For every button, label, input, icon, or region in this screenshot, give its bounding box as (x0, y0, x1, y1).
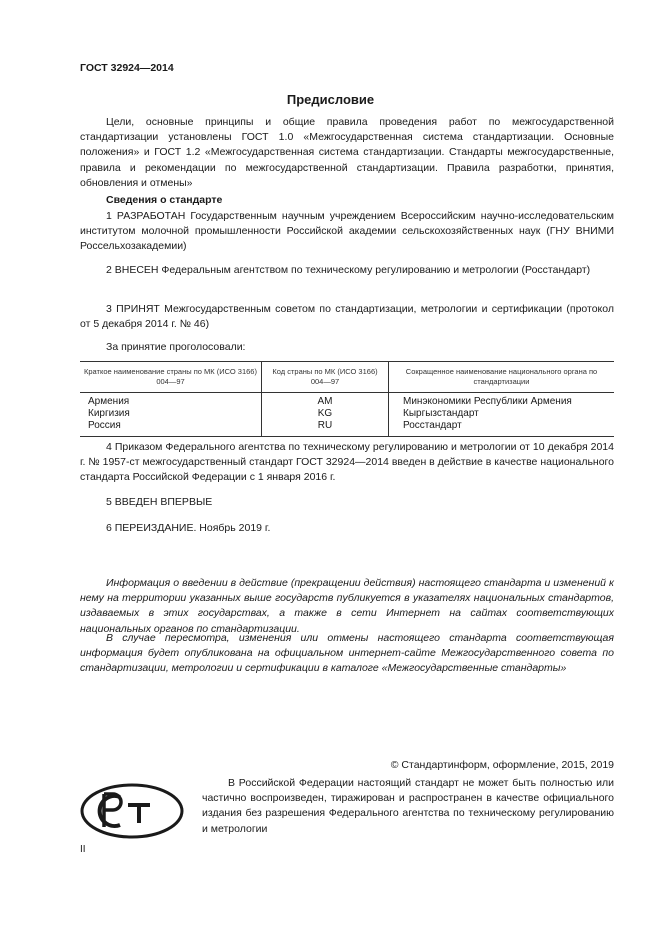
rst-logo-text: РСТ (132, 837, 134, 838)
table-cell-country: Армения (88, 396, 130, 407)
copyright-line: © Стандартинформ, оформление, 2015, 2019 (390, 759, 614, 771)
item-order: 4 Приказом Федерального агентства по техническому регулированию и метрологии от 10 декабря 2014 г. № 1957-ст межгосударственный стандарт ГОСТ 32924—2014 введен в действие в качестве национального стандарта Российской Федерации с 1 января 2016 г. (80, 441, 614, 484)
item-developed: 1 РАЗРАБОТАН Государственным научным учреждением Всероссийским научно-исследовательским институтом молочной промышленности Российской академии сельскохозяйственных наук (ГНУ ВНИМИ Россельхозакадемии) (80, 210, 614, 253)
table-cell-code: RU (262, 420, 389, 437)
page-title: Предисловие (286, 92, 375, 107)
table-row (80, 408, 614, 420)
legal-notice: В Российской Федерации настоящий стандарт не может быть полностью или частично воспроизведен, тиражирован и распространен в качестве официального издания без разрешения Федерального агентства по техническому регулированию и метрологии (202, 777, 614, 835)
section-heading: Сведения о стандарте (106, 194, 223, 206)
voted-label: За принятие проголосовали: (106, 341, 246, 353)
intro-paragraph: Цели, основные принципы и общие правила проведения работ по межгосударственной стандартизации установлены ГОСТ 1.0 «Межгосударственная система стандартизации. Основные положения» и ГОСТ 1.2 «Межгосударственная система стандартизации. Стандарты межгосударственные, правила и рекомендации по межгосударственной стандартизации. Правила разработки, принятия, обновления и отмены» (80, 116, 614, 189)
info-notice-1: Информация о введении в действие (прекращении действия) настоящего стандарта и изменений к нему на территории указанных выше государств публикуется в указателях национальных стандартов, издаваемых в этих государствах, а также в сети Интернет на сайтах соответствующих национальных органов по стандартизации. (80, 577, 614, 635)
table-cell-code: AM (262, 393, 389, 408)
voting-table (80, 361, 614, 437)
rst-logo (80, 783, 185, 839)
rst-logo-icon (80, 783, 185, 839)
item-introduced: 2 ВНЕСЕН Федеральным агентством по техническому регулированию и метрологии (Росстандарт) (106, 264, 591, 276)
table-header-code: Код страны по МК (ИСО 3166) 004—97 (262, 362, 389, 393)
table-header-country: Краткое наименование страны по МК (ИСО 3166) 004—97 (80, 362, 262, 393)
item-adopted: 3 ПРИНЯТ Межгосударственным советом по стандартизации, метрологии и сертификации (протокол от 5 декабря 2014 г. № 46) (80, 303, 614, 331)
table-cell-body: Кыргызстандарт (389, 408, 615, 420)
table-cell-country: Киргизия (88, 407, 130, 419)
page-number: II (80, 844, 86, 855)
table-row (80, 393, 614, 408)
table-header-row (80, 362, 614, 393)
table-cell-body: Росстандарт (389, 420, 615, 437)
info-notice-2: В случае пересмотра, изменения или отмены настоящего стандарта соответствующая информация будет опубликована на официальном интернет-сайте Межгосударственного совета по стандартизации, метрологии и сертификации в каталоге «Межгосударственные стандарты» (80, 632, 614, 675)
table-cell-country: Россия (80, 420, 262, 437)
item-first: 5 ВВЕДЕН ВПЕРВЫЕ (106, 496, 213, 508)
item-reissue: 6 ПЕРЕИЗДАНИЕ. Ноябрь 2019 г. (106, 522, 271, 534)
table-header-body: Сокращенное наименование национального органа по стандартизации (389, 362, 615, 393)
table-cell-body: Минэкономики Республики Армения (389, 393, 615, 408)
table-cell-code: KG (262, 408, 389, 420)
table-row (80, 420, 614, 437)
document-header: ГОСТ 32924—2014 (80, 62, 174, 74)
